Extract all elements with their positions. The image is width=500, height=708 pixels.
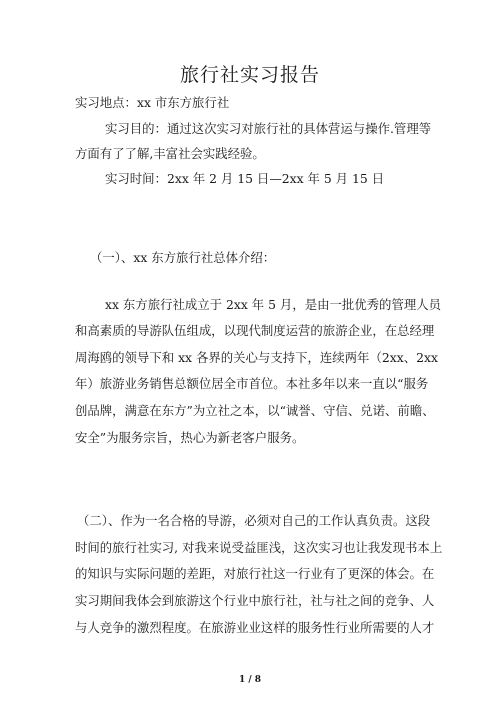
section1-line: 年）旅游业务销售总额位居全市首位。本社多年以来一直以“服务 [75, 376, 429, 391]
section1-heading: （一）、xx 东方旅行社总体介绍： [90, 250, 276, 265]
section2-line: 与人竞争的激烈程度。在旅游业业这样的服务性行业所需要的人才 [75, 620, 435, 635]
section2-line: （二）、作为一名合格的导游，必须对自己的工作认真负责。这段 [77, 513, 431, 528]
document-title: 旅行社实习报告 [179, 64, 320, 86]
section2-line: 实习期间我体会到旅游这个行业中旅行社，社与社之间的竞争、人 [75, 593, 435, 608]
page-number: 1 / 8 [238, 675, 262, 685]
section2-line: 时间的旅行社实习, 对我来说受益匪浅，这次实习也让我发现书本上 [75, 540, 443, 555]
section1-line: 和高素质的导游队伍组成，以现代制度运营的旅游企业，在总经理 [75, 323, 435, 338]
section1-line: 安全”为服务宗旨，热心为新老客户服务。 [75, 430, 305, 445]
purpose-line-2: 方面有了了解,丰富社会实践经验。 [75, 146, 265, 161]
location-line: 实习地点：xx 市东方旅行社 [75, 95, 230, 110]
section1-line: 周海鸥的领导下和 xx 各界的关心与支持下，连续两年（2xx、2xx [75, 350, 438, 365]
purpose-line-1: 实习目的：通过这次实习对旅行社的具体营运与操作.管理等 [105, 121, 432, 136]
section1-line: 创品牌，满意在东方”为立社之本，以“诚誉、守信、兑诺、前瞻、 [75, 403, 435, 418]
time-line: 实习时间：2xx 年 2 月 15 日—2xx 年 5 月 15 日 [105, 171, 385, 186]
section2-line: 的知识与实际问题的差距，对旅行社这一行业有了更深的体会。在 [75, 566, 435, 581]
section1-line: xx 东方旅行社成立于 2xx 年 5 月，是由一批优秀的管理人员 [105, 297, 442, 312]
